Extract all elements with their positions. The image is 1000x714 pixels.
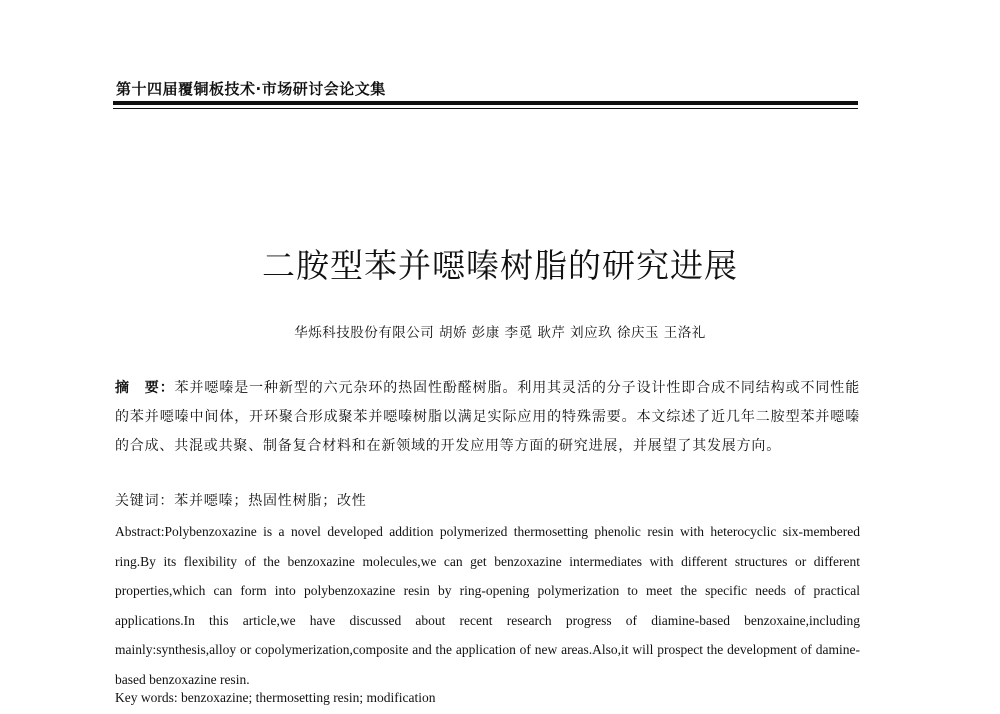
running-head: 第十四届覆铜板技术·市场研讨会论文集 xyxy=(116,80,386,98)
header-rule-thick xyxy=(113,101,858,105)
abstract-english: Abstract:Polybenzoxazine is a novel developed addition polymerized thermosetting phenolic resin with heterocyclic six-membered ring.By its flexibility of the benzoxazine molecules,we can get benzoxazine intermediates with different structures or different properties,which can form into polybenzoxazine resin by ring-opening polymerization to meet the specific needs of practical applications.In this article,we have discussed about recent research progress of diamine-based benzoxaine,including mainly:synthesis,alloy or copolymerization,composite and the application of new areas.Also,it will prospect the development of damine-based benzoxazine resin. xyxy=(115,524,860,687)
paper-title: 二胺型苯并噁嗪树脂的研究进展 xyxy=(262,246,738,285)
abstract-chinese-text: 苯并噁嗪是一种新型的六元杂环的热固性酚醛树脂。利用其灵活的分子设计性即合成不同结构或不同性能的苯并噁嗪中间体，开环聚合形成聚苯并噁嗪树脂以满足实际应用的特殊需要。本文综述了近几年二胺型苯并噁嗪的合成、共混或共聚、制备复合材料和在新领域的开发应用等方面的研究进展，并展望了其发展方向。 xyxy=(115,380,860,454)
abstract-chinese xyxy=(115,374,860,461)
header-rule-thin xyxy=(113,108,858,109)
keywords-chinese: 关键词：苯并噁嗪；热固性树脂；改性 xyxy=(115,493,367,509)
abstract-chinese-label: 摘 要： xyxy=(115,380,175,396)
author-line: 华烁科技股份有限公司 胡娇 彭康 李觅 耿芹 刘应玖 徐庆玉 王洛礼 xyxy=(294,325,706,341)
keywords-english: Key words: benzoxazine; thermosetting resin; modification xyxy=(115,690,436,705)
